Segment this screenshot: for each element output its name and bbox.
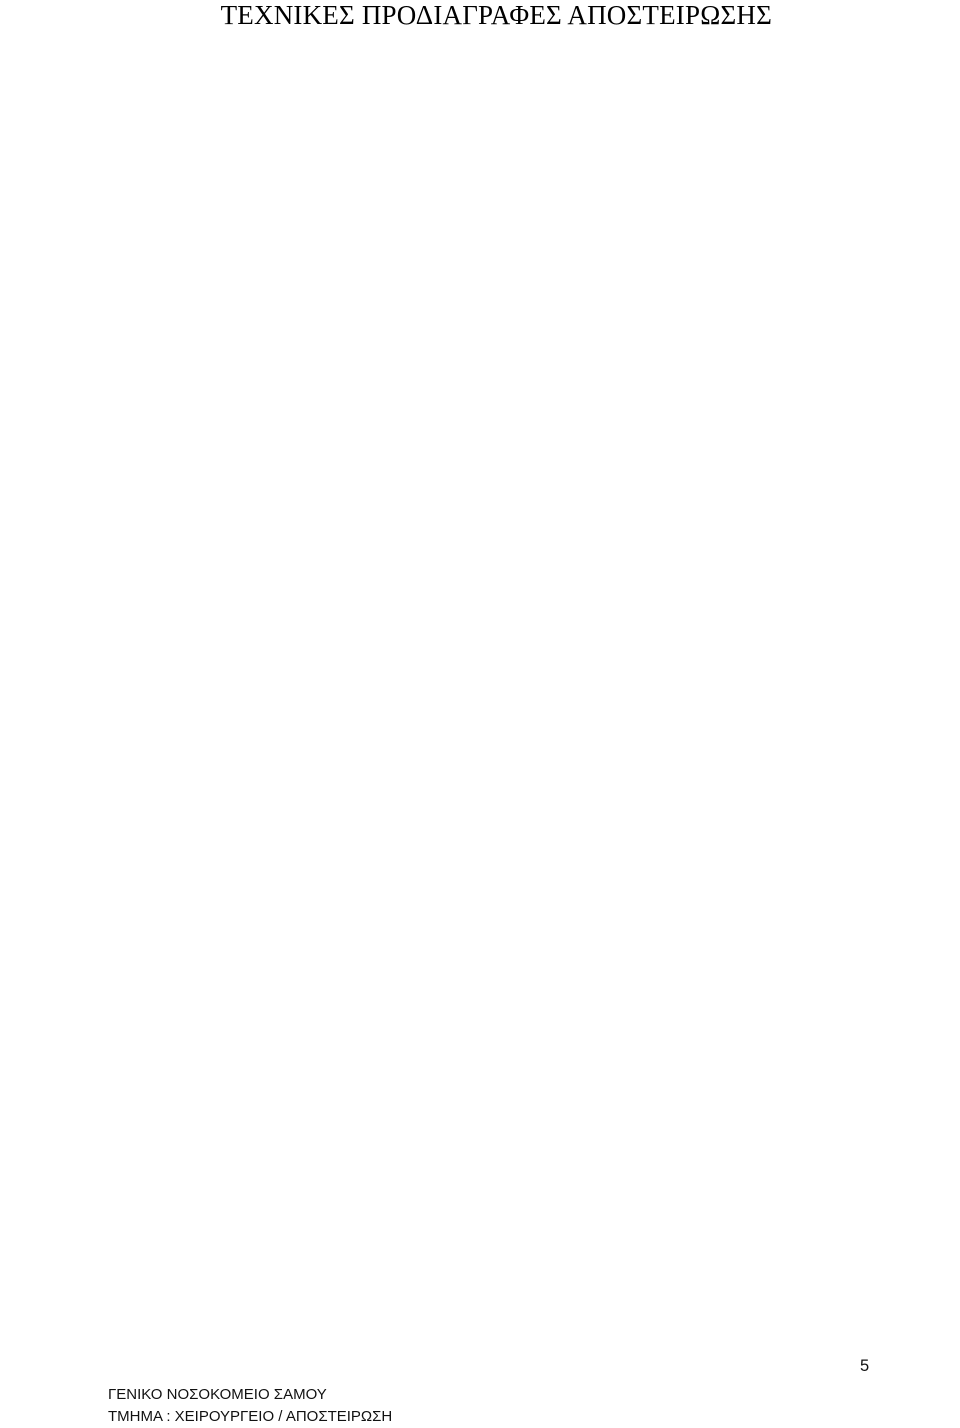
footer-department: ΤΜΗΜΑ : ΧΕΙΡΟΥΡΓΕΙΟ / ΑΠΟΣΤΕΙΡΩΣΗ <box>108 1408 393 1425</box>
page-number: 5 <box>860 1357 870 1375</box>
footer-hospital: ΓΕΝΙΚΟ ΝΟΣΟΚΟΜΕΙΟ ΣΑΜΟΥ <box>108 1386 327 1403</box>
footer <box>108 1384 392 1428</box>
page-title: ΤΕΧΝΙΚΕΣ ΠΡΟΔΙΑΓΡΑΦΕΣ ΑΠΟΣΤΕΙΡΩΣΗΣ <box>220 0 772 30</box>
